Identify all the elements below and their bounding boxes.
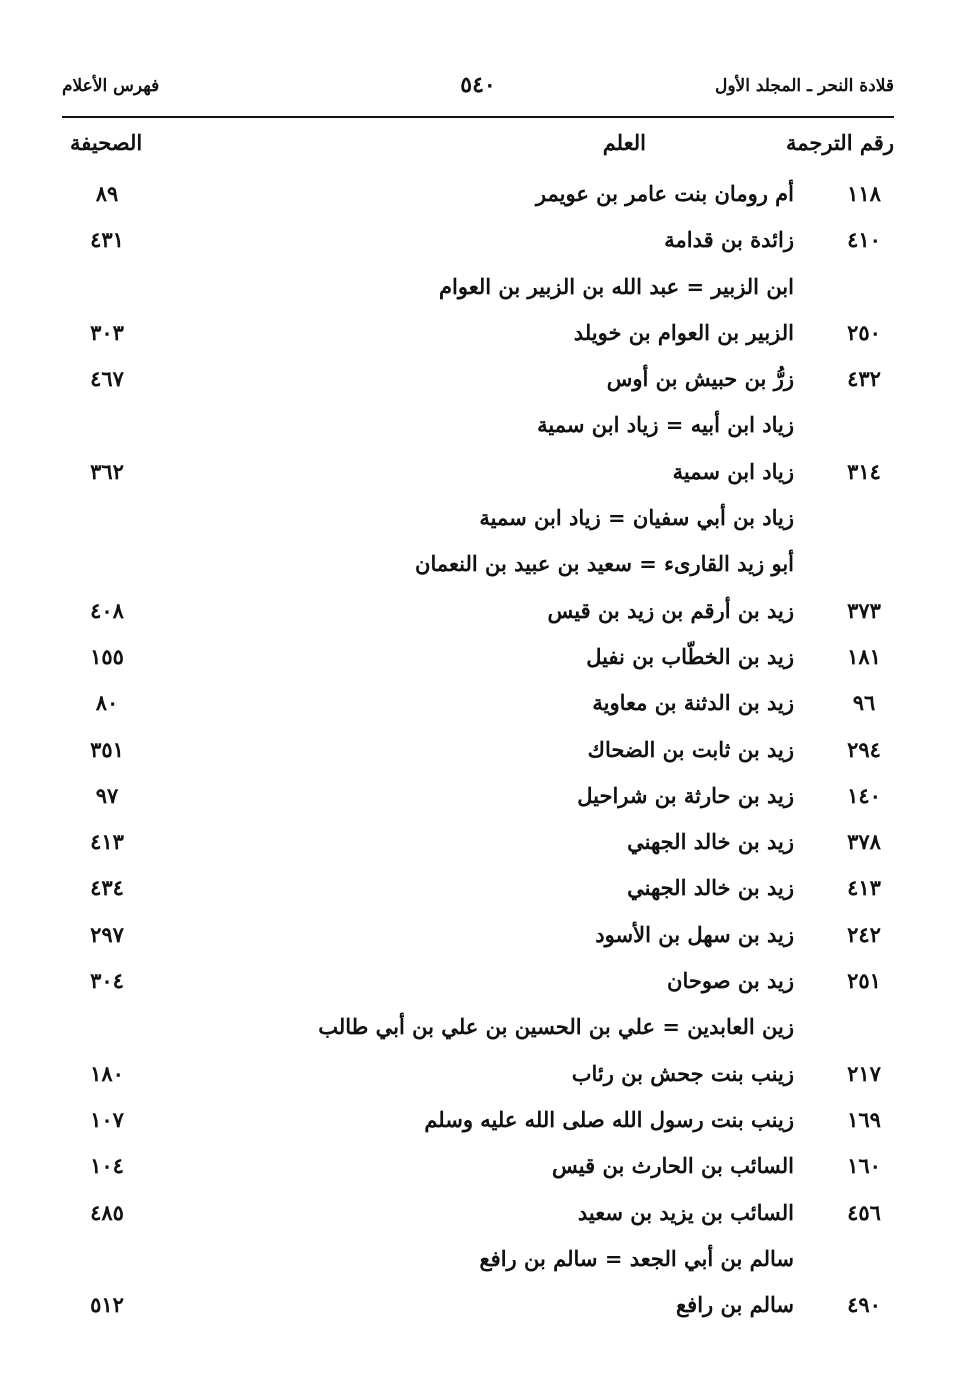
entry-number: ٤٥٦ <box>847 1199 881 1225</box>
entry-number: ١٦٠ <box>847 1153 881 1179</box>
entry-page: ٤٦٧ <box>90 366 124 392</box>
entry-name: أم رومان بنت عامر بن عويمر <box>535 181 794 206</box>
index-entry <box>62 681 894 727</box>
book-title: قلادة النحر ـ المجلد الأول <box>714 76 894 96</box>
entry-name: زرُّ بن حبيش بن أوس <box>606 366 794 392</box>
entry-name: زياد ابن أبيه = زياد ابن سمية <box>537 412 794 438</box>
index-entry <box>62 728 894 774</box>
entry-page: ٣٥١ <box>90 736 124 762</box>
index-entry <box>62 589 894 635</box>
index-entry <box>62 774 894 820</box>
index-entry <box>62 959 894 1005</box>
entry-number: ١٤٠ <box>847 782 881 808</box>
index-entry <box>62 635 894 681</box>
entry-name: الزبير بن العوام بن خويلد <box>573 319 794 345</box>
entry-number: ٢٥١ <box>847 968 881 994</box>
entry-page: ٤٠٨ <box>90 597 124 623</box>
entry-number: ٣٧٨ <box>847 829 881 855</box>
entry-name: زيد بن ثابت بن الضحاك <box>587 736 794 762</box>
entry-page: ١٥٥ <box>90 643 124 669</box>
entry-number: ٢٩٤ <box>847 736 881 762</box>
entry-name: زيد بن الدثنة بن معاوية <box>592 690 794 716</box>
entry-name: زيد بن حارثة بن شراحيل <box>577 782 794 808</box>
entry-name: زيد بن خالد الجهني <box>627 875 794 901</box>
index-entry <box>62 311 894 357</box>
entry-name: زين العابدين = علي بن الحسين بن علي بن أبي طالب <box>318 1014 794 1040</box>
index-entry <box>62 1283 894 1329</box>
index-entry <box>62 1098 894 1144</box>
entry-page: ٩٧ <box>95 782 119 808</box>
entry-page: ٣٠٤ <box>90 968 124 994</box>
entry-page: ٤٨٥ <box>90 1199 124 1225</box>
entry-number: ٢٥٠ <box>847 319 881 345</box>
entry-number: ١١٨ <box>847 181 881 206</box>
index-entry <box>62 1144 894 1190</box>
entry-name: زيد بن خالد الجهني <box>627 829 794 855</box>
entry-page: ٣٦٢ <box>90 458 124 484</box>
index-entry <box>62 403 894 449</box>
entry-page: ١٠٤ <box>90 1153 124 1179</box>
entry-number: ٤١٠ <box>847 227 881 253</box>
entry-name: ابن الزبير = عبد الله بن الزبير بن العوام <box>439 273 794 299</box>
column-headers <box>62 130 894 166</box>
index-entry <box>62 542 894 588</box>
entry-name: زينب بنت جحش بن رئاب <box>571 1060 794 1086</box>
entry-number: ٤٣٢ <box>847 366 881 392</box>
index-entry <box>62 820 894 866</box>
column-header-name: العلم <box>602 130 646 155</box>
index-entry <box>62 265 894 311</box>
entry-number: ٣١٤ <box>847 458 881 484</box>
index-entry <box>62 172 894 218</box>
entry-name: السائب بن يزيد بن سعيد <box>577 1199 794 1225</box>
entry-page: ٣٠٣ <box>90 319 124 345</box>
index-entry <box>62 357 894 403</box>
entry-page: ١٠٧ <box>90 1106 124 1132</box>
entry-name: زيد بن أرقم بن زيد بن قيس <box>547 597 794 623</box>
entry-number: ٤٩٠ <box>847 1292 881 1318</box>
entry-page: ٢٩٧ <box>90 921 124 947</box>
entry-name: سالم بن أبي الجعد = سالم بن رافع <box>479 1245 794 1271</box>
entry-name: زيد بن سهل بن الأسود <box>595 921 794 947</box>
column-header-page: الصحيفة <box>70 130 143 155</box>
entry-name: زياد بن أبي سفيان = زياد ابن سمية <box>479 505 794 531</box>
entry-page: ٥١٢ <box>90 1292 124 1318</box>
entry-name: سالم بن رافع <box>675 1292 794 1318</box>
column-header-number: رقم الترجمة <box>785 130 894 155</box>
index-entry <box>62 450 894 496</box>
page-number: ٥٤٠ <box>460 72 496 98</box>
entry-number: ٤١٣ <box>847 875 881 901</box>
entry-number: ١٨١ <box>847 643 881 669</box>
entry-page: ٨٠ <box>95 690 119 716</box>
entry-number: ١٦٩ <box>847 1106 881 1132</box>
entry-page: ٤٣١ <box>90 227 124 253</box>
entry-number: ٣٧٣ <box>847 597 881 623</box>
index-entry <box>62 1052 894 1098</box>
index-list <box>62 172 894 1329</box>
entry-name: زياد ابن سمية <box>672 458 794 484</box>
entry-page: ٤٣٤ <box>90 875 124 901</box>
running-header <box>62 72 894 110</box>
index-entry <box>62 1237 894 1283</box>
index-entry <box>62 496 894 542</box>
entry-number: ٩٦ <box>852 690 876 716</box>
entry-page: ١٨٠ <box>90 1060 124 1086</box>
entry-name: زيد بن الخطّاب بن نفيل <box>586 643 794 669</box>
entry-name: السائب بن الحارث بن قيس <box>552 1153 794 1179</box>
entry-page: ٤١٣ <box>90 829 124 855</box>
header-rule <box>62 116 894 118</box>
index-entry <box>62 1191 894 1237</box>
entry-name: أبو زيد القارىء = سعيد بن عبيد بن النعمان <box>415 551 794 577</box>
index-entry <box>62 1005 894 1051</box>
entry-name: زيد بن صوحان <box>667 968 794 994</box>
entry-page: ٨٩ <box>95 181 119 206</box>
index-entry <box>62 218 894 264</box>
entry-number: ٢١٧ <box>847 1060 881 1086</box>
index-entry <box>62 913 894 959</box>
entry-name: زينب بنت رسول الله صلى الله عليه وسلم <box>424 1106 794 1132</box>
entry-number: ٢٤٢ <box>847 921 881 947</box>
section-title: فهرس الأعلام <box>62 76 160 96</box>
index-entry <box>62 866 894 912</box>
entry-name: زائدة بن قدامة <box>664 227 794 253</box>
